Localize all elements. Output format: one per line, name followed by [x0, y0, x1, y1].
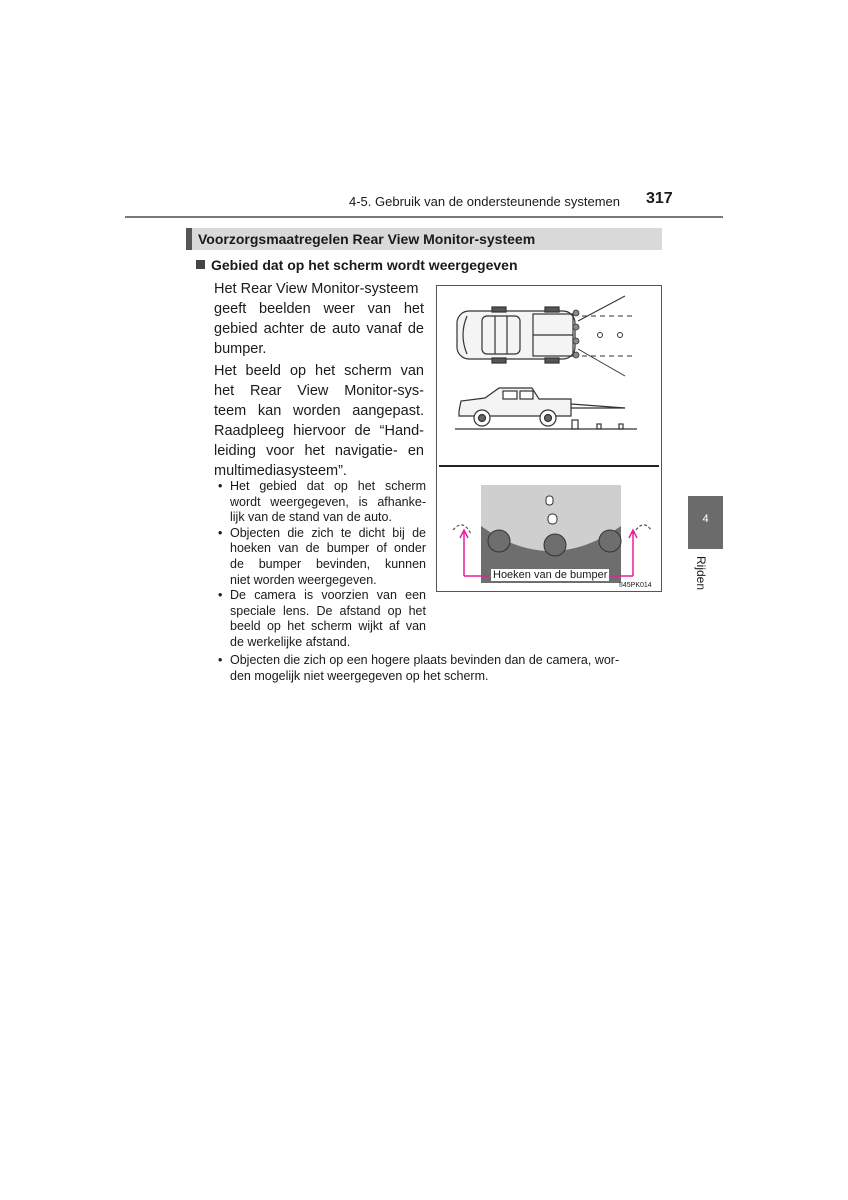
list-item [216, 588, 426, 650]
text-line: den mogelijk niet weergegeven op het scherm. [230, 668, 489, 683]
chapter-tab[interactable] [688, 496, 723, 549]
chapter-number: 4 [702, 513, 709, 525]
text-line: teem kan worden aangepast. [214, 403, 424, 419]
running-header: 4-5. Gebruik van de ondersteunende systemen [348, 194, 620, 209]
bullet-dot: • [218, 588, 223, 603]
text-line: De camera is voorzien van een [230, 588, 426, 603]
text-line: multimediasysteem”. [214, 463, 347, 479]
paragraph-adjust [214, 361, 424, 481]
bullet-dot: • [218, 525, 223, 540]
bullet-list [216, 479, 426, 651]
figure-code: II45PK014 [619, 582, 652, 589]
bullet-dot: • [218, 479, 223, 493]
rear-view-illustration [437, 286, 661, 591]
rear-view-figure [436, 285, 662, 592]
section-title-bar [186, 228, 662, 250]
text-line: Objecten die zich te dicht bij de [230, 525, 426, 540]
subheading [196, 257, 518, 273]
text-line: leiding voor het navigatie- en [214, 443, 424, 459]
text-line: beeld op het scherm wijkt af van [230, 619, 426, 634]
section-title-accent [186, 228, 192, 250]
page-number: 317 [646, 190, 673, 207]
text-line: bumper. [214, 341, 267, 357]
list-item [216, 653, 676, 684]
text-line: hoeken van de bumper of onder [230, 541, 426, 556]
bullet-dot: • [218, 653, 223, 667]
text-line: speciale lens. De afstand op het [230, 603, 426, 618]
subheading-text: Gebied dat op het scherm wordt weergegeven [211, 257, 518, 273]
header-divider [125, 216, 723, 218]
square-bullet-icon [196, 260, 205, 269]
text-line: de werkelijke afstand. [230, 634, 351, 649]
text-line: Het gebied dat op het scherm [230, 479, 426, 493]
chapter-label: Rijden [694, 556, 708, 591]
paragraph-intro [214, 279, 424, 359]
text-line: Objecten die zich op een hogere plaats bevinden dan de camera, wor- [230, 653, 620, 667]
text-line: geeft beelden weer van het [214, 301, 424, 317]
text-line: niet worden weergegeven. [230, 572, 377, 587]
list-item [216, 479, 426, 526]
text-line: de bumper bevinden, kunnen [230, 556, 426, 571]
text-line: lijk van de stand van de auto. [230, 510, 392, 525]
text-line: Het Rear View Monitor-systeem [214, 281, 419, 297]
truck-side-view-icon [459, 388, 571, 426]
list-item [216, 526, 426, 588]
camera-view-area [578, 296, 633, 376]
text-line: wordt weergegeven, is afhanke- [230, 494, 426, 509]
section-title: Voorzorgsmaatregelen Rear View Monitor-systeem [198, 231, 536, 247]
text-line: Het beeld op het scherm van [214, 363, 424, 379]
callout-label: Hoeken van de bumper [493, 569, 608, 581]
truck-top-view-icon [457, 307, 575, 363]
text-line: gebied achter de auto vanaf de [214, 321, 424, 337]
text-line: Raadpleeg hiervoor de “Hand- [214, 423, 424, 439]
text-line: het Rear View Monitor-sys- [214, 383, 424, 399]
